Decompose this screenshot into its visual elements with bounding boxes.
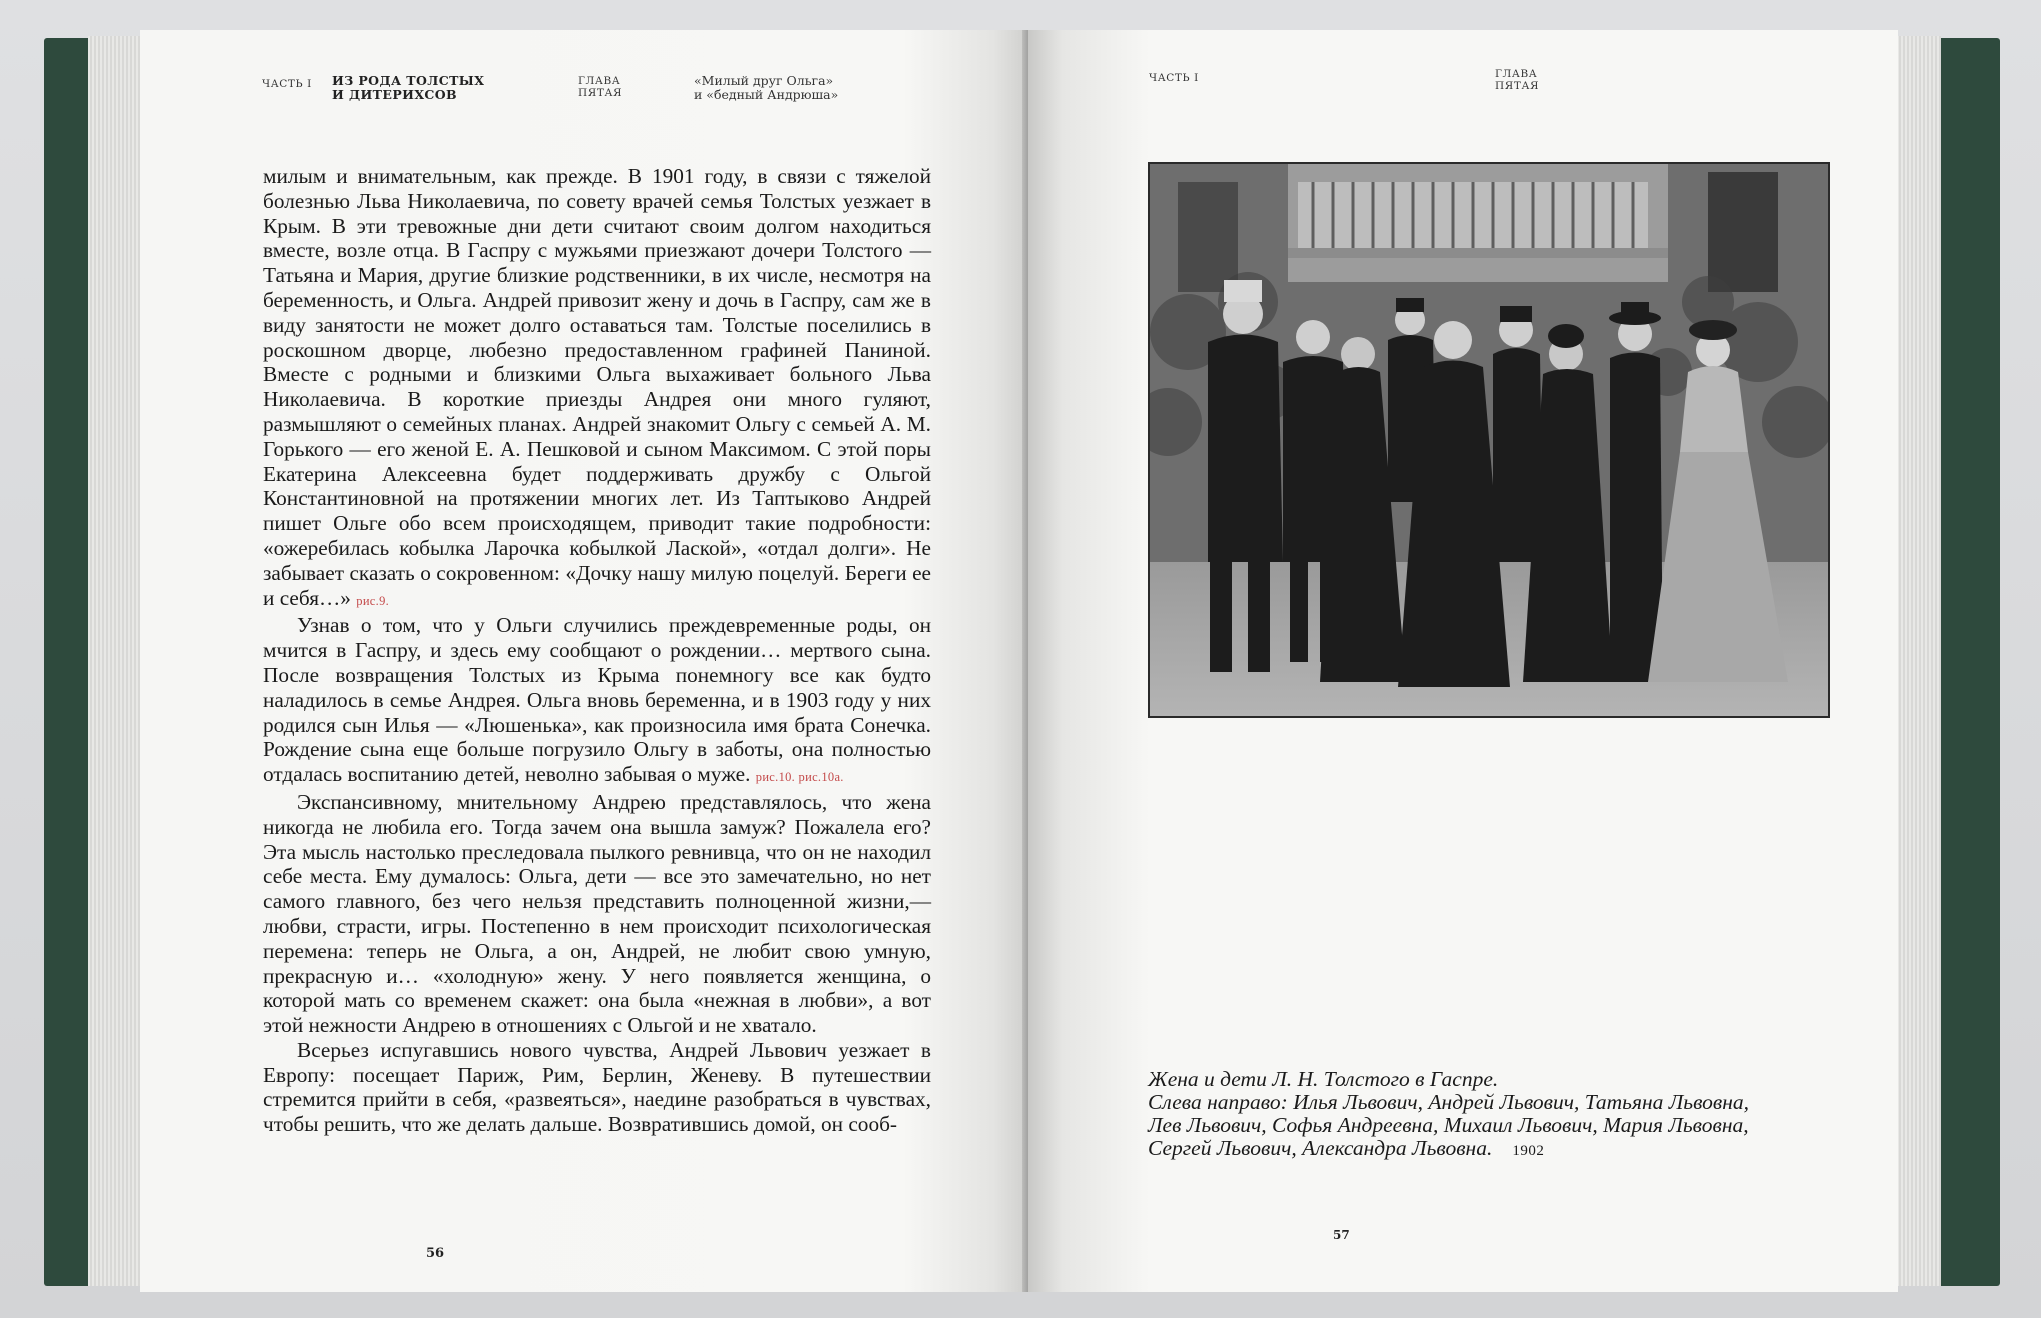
running-head-title-line2: И ДИТЕРИХСОВ [332, 87, 458, 102]
figure-reference: рис.9. [356, 593, 390, 608]
group-photograph [1148, 162, 1830, 718]
paragraph-text: Узнав о том, что у Ольги случились преждевременные роды, он мчится в Гаспру, и здесь ему сообщают о рождении… мертвого сына. После возвращения Толстых из Крыма понемногу все как будто наладилось в семье Андрея. Ольга вновь беременна, и в 1903 году у них родился сын Илья — «Люшенька», как произносила имя брата Сонечка. Рождение сына еще больше погрузило Ольгу в заботы, она полностью отдалась воспитанию детей, неволно забывая о муже. [263, 613, 931, 787]
figure-reference: рис.10. рис.10а. [755, 770, 844, 785]
right-running-head-part: ЧАСТЬ I [1149, 72, 1199, 84]
left-running-head-section [694, 74, 838, 102]
page-number-left: 56 [426, 1246, 445, 1261]
caption-line-2: Слева направо: Илья Львович, Андрей Львович, Татьяна Львовна, [1148, 1090, 1750, 1114]
caption-title: Жена и дети Л. Н. Толстого в Гаспре. [1148, 1067, 1499, 1091]
paragraph-4 [263, 1038, 931, 1137]
section-line1: «Милый друг Ольга» [694, 73, 834, 88]
page-edges-right [1893, 36, 1941, 1286]
paragraph-3 [263, 790, 931, 1038]
paragraph-text: Всерьез испугавшись нового чувства, Андрей Львович уезжает в Европу: посещает Париж, Рим, Берлин, Женеву. В путешествии стремится прийти в себя, «развеяться», наедине разобраться в чувствах, чтобы решить, что же делать дальше. Возвратившись домой, он сооб- [263, 1037, 931, 1137]
left-running-head-part: ЧАСТЬ I [262, 78, 312, 90]
chapter-line1: ГЛАВА [578, 75, 621, 87]
chapter-line2: ПЯТАЯ [578, 87, 623, 99]
photo-caption [1148, 1068, 1848, 1163]
left-running-head-title [332, 74, 484, 102]
right-running-head-chapter [1495, 68, 1539, 92]
paragraph-1 [263, 164, 931, 613]
chapter-line1: ГЛАВА [1495, 68, 1538, 80]
caption-line-3: Лев Львович, Софья Андреевна, Михаил Львович, Мария Львовна, [1148, 1113, 1749, 1137]
photograph-image [1148, 162, 1830, 718]
left-running-head-chapter [578, 75, 622, 99]
paragraph-2 [263, 613, 931, 790]
running-head-title-line1: ИЗ РОДА ТОЛСТЫХ [332, 73, 485, 88]
body-text [263, 164, 931, 1137]
section-line2: и «бедный Андрюша» [694, 87, 839, 102]
paragraph-text: милым и внимательным, как прежде. В 1901 году, в связи с тяжелой болезнью Льва Николаевича, по совету врачей семья Толстых уезжает в Крым. В эти тревожные дни дети считают своим долгом находиться вместе, возле отца. В Гаспру с мужьями приезжают дочери Толстого — Татьяна и Мария, другие близкие родственники, в их числе, несмотря на беременность, и Ольга. Андрей привозит жену и дочь в Гаспру, сам же в виду занятости не может долго оставаться там. Толстые поселились в роскошном дворце, любезно предоставленном графиней Паниной. Вместе с родными и близкими Ольга выхаживает больного Льва Николаевича. В короткие приезды Андрея они много гуляют, размышляют о семейных планах. Андрей знакомит Ольгу с семьей А. М. Горького — его женой Е. А. Пешковой и сыном Максимом. С этой поры Екатерина Алексеевна будет поддерживать дружбу с Ольгой Константиновной на протяжении многих лет. Из Таптыково Андрей пишет Ольге обо всем происходящем, приводит такие подробности: «ожеребилась кобылка Ларочка кобылкой Лаской», «отдал долги». Не забывает сказать о сокровенном: «Дочку нашу милую поцелуй. Береги ее и себя…» [263, 164, 931, 610]
page-number-right: 57 [1333, 1228, 1350, 1242]
chapter-line2: ПЯТАЯ [1495, 80, 1540, 92]
paragraph-text: Экспансивному, мнительному Андрею представлялось, что жена никогда не любила его. Тогда зачем она вышла замуж? Пожалела его? Эта мысль настолько преследовала пылкого ревнивца, что он не находил себе места. Ему думалось: Ольга, дети — все это замечательно, но нет самого главного, без чего нельзя представить полноценной жизни,— любви, страсти, игры. Постепенно в нем происходит психологическая перемена: теперь не Ольга, а он, Андрей, не любит свою умную, прекрасную и… «холодную» жену. У него появляется женщина, о которой мать со временем скажет: она была «нежная в любви», а вот этой нежности Андрею в отношениях с Ольгой и не хватало. [263, 789, 931, 1038]
page-edges-left [88, 36, 148, 1286]
caption-year: 1902 [1512, 1143, 1545, 1159]
caption-names: Сергей Львович, Александра Львовна. [1148, 1136, 1493, 1160]
caption-line-4 [1148, 1137, 1848, 1163]
